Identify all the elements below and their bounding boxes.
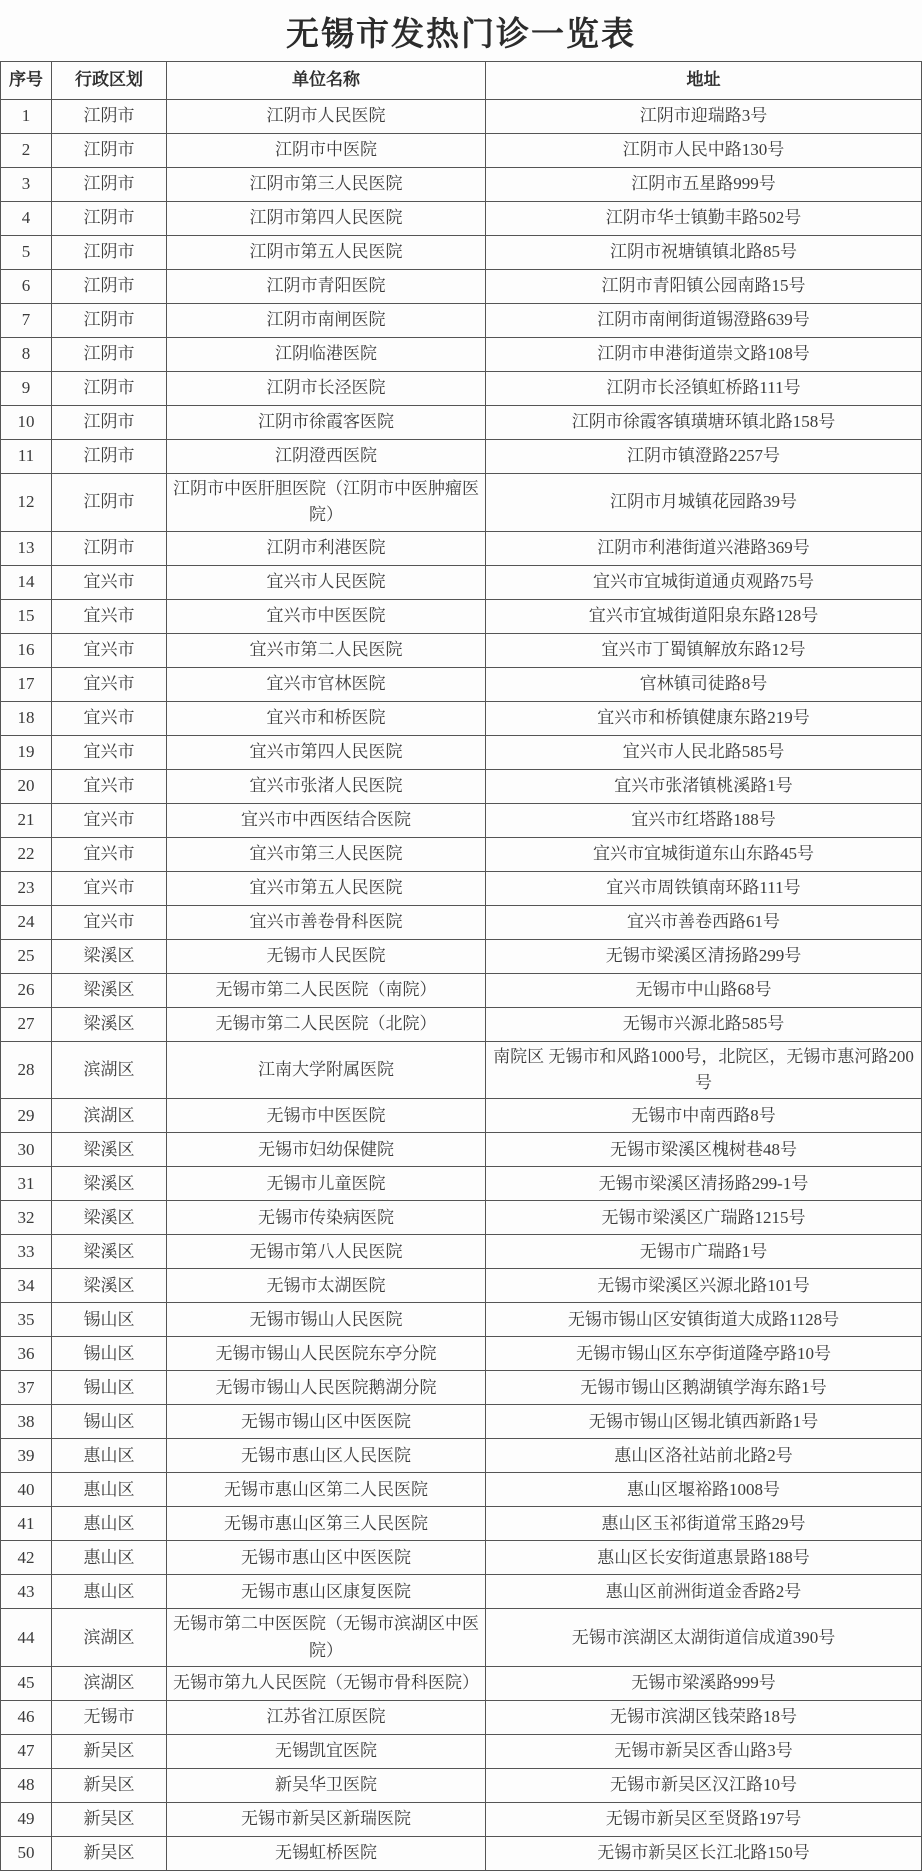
cell-name: 江阴市第三人民医院 bbox=[167, 168, 486, 202]
cell-address: 无锡市广瑞路1号 bbox=[486, 1235, 922, 1269]
cell-address: 无锡市锡山区东亭街道隆亭路10号 bbox=[486, 1337, 922, 1371]
cell-district: 新吴区 bbox=[52, 1803, 167, 1837]
cell-address: 无锡市锡山区安镇街道大成路1128号 bbox=[486, 1303, 922, 1337]
cell-name: 新吴华卫医院 bbox=[167, 1769, 486, 1803]
cell-name: 无锡市惠山区中医医院 bbox=[167, 1541, 486, 1575]
cell-index: 6 bbox=[1, 270, 52, 304]
cell-index: 5 bbox=[1, 236, 52, 270]
cell-name: 宜兴市第三人民医院 bbox=[167, 837, 486, 871]
cell-name: 无锡市锡山人民医院 bbox=[167, 1303, 486, 1337]
cell-district: 江阴市 bbox=[52, 100, 167, 134]
table-row bbox=[1, 440, 922, 474]
cell-name: 无锡市第二人民医院（南院） bbox=[167, 973, 486, 1007]
table-row bbox=[1, 1337, 922, 1371]
cell-address: 宜兴市红塔路188号 bbox=[486, 803, 922, 837]
cell-name: 无锡市第二人民医院（北院） bbox=[167, 1007, 486, 1041]
table-row bbox=[1, 701, 922, 735]
table-row bbox=[1, 1099, 922, 1133]
cell-name: 宜兴市张渚人民医院 bbox=[167, 769, 486, 803]
cell-name: 宜兴市第五人民医院 bbox=[167, 871, 486, 905]
cell-address: 无锡市兴源北路585号 bbox=[486, 1007, 922, 1041]
cell-index: 31 bbox=[1, 1167, 52, 1201]
cell-index: 2 bbox=[1, 134, 52, 168]
cell-index: 40 bbox=[1, 1473, 52, 1507]
table-row bbox=[1, 837, 922, 871]
cell-name: 江阴市人民医院 bbox=[167, 100, 486, 134]
table-row bbox=[1, 1439, 922, 1473]
cell-address: 江阴市人民中路130号 bbox=[486, 134, 922, 168]
table-row bbox=[1, 168, 922, 202]
cell-district: 宜兴市 bbox=[52, 701, 167, 735]
cell-address: 江阴市五星路999号 bbox=[486, 168, 922, 202]
cell-address: 惠山区洛社站前北路2号 bbox=[486, 1439, 922, 1473]
cell-name: 无锡市惠山区第三人民医院 bbox=[167, 1507, 486, 1541]
cell-address: 无锡市中山路68号 bbox=[486, 973, 922, 1007]
cell-name: 宜兴市人民医院 bbox=[167, 565, 486, 599]
cell-address: 宜兴市宜城街道阳泉东路128号 bbox=[486, 599, 922, 633]
cell-name: 江阴市徐霞客医院 bbox=[167, 406, 486, 440]
cell-district: 梁溪区 bbox=[52, 1235, 167, 1269]
table-row bbox=[1, 939, 922, 973]
cell-index: 37 bbox=[1, 1371, 52, 1405]
cell-district: 江阴市 bbox=[52, 304, 167, 338]
table-row bbox=[1, 1201, 922, 1235]
cell-address: 无锡市滨湖区钱荣路18号 bbox=[486, 1701, 922, 1735]
cell-index: 33 bbox=[1, 1235, 52, 1269]
table-row bbox=[1, 1041, 922, 1099]
cell-index: 25 bbox=[1, 939, 52, 973]
table-row bbox=[1, 1473, 922, 1507]
cell-district: 滨湖区 bbox=[52, 1041, 167, 1099]
cell-index: 50 bbox=[1, 1837, 52, 1871]
cell-address: 江阴市镇澄路2257号 bbox=[486, 440, 922, 474]
cell-district: 惠山区 bbox=[52, 1507, 167, 1541]
table-row bbox=[1, 1575, 922, 1609]
table-row bbox=[1, 973, 922, 1007]
table-row bbox=[1, 1371, 922, 1405]
cell-name: 江阴市长泾医院 bbox=[167, 372, 486, 406]
table-row bbox=[1, 100, 922, 134]
cell-name: 江苏省江原医院 bbox=[167, 1701, 486, 1735]
cell-name: 宜兴市第二人民医院 bbox=[167, 633, 486, 667]
cell-index: 29 bbox=[1, 1099, 52, 1133]
table-row bbox=[1, 565, 922, 599]
cell-name: 江阴市南闸医院 bbox=[167, 304, 486, 338]
cell-address: 无锡市梁溪区清扬路299-1号 bbox=[486, 1167, 922, 1201]
cell-name: 无锡市妇幼保健院 bbox=[167, 1133, 486, 1167]
cell-name: 无锡市新吴区新瑞医院 bbox=[167, 1803, 486, 1837]
cell-name: 无锡市人民医院 bbox=[167, 939, 486, 973]
cell-index: 18 bbox=[1, 701, 52, 735]
cell-district: 江阴市 bbox=[52, 372, 167, 406]
cell-index: 45 bbox=[1, 1667, 52, 1701]
cell-district: 锡山区 bbox=[52, 1337, 167, 1371]
cell-name: 宜兴市中西医结合医院 bbox=[167, 803, 486, 837]
cell-name: 江阴市青阳医院 bbox=[167, 270, 486, 304]
cell-address: 江阴市南闸街道锡澄路639号 bbox=[486, 304, 922, 338]
table-row bbox=[1, 270, 922, 304]
cell-index: 35 bbox=[1, 1303, 52, 1337]
cell-address: 无锡市中南西路8号 bbox=[486, 1099, 922, 1133]
cell-address: 江阴市徐霞客镇璜塘环镇北路158号 bbox=[486, 406, 922, 440]
cell-address: 江阴市青阳镇公园南路15号 bbox=[486, 270, 922, 304]
cell-index: 17 bbox=[1, 667, 52, 701]
cell-index: 46 bbox=[1, 1701, 52, 1735]
cell-address: 宜兴市和桥镇健康东路219号 bbox=[486, 701, 922, 735]
table-row bbox=[1, 735, 922, 769]
cell-name: 江阴市中医院 bbox=[167, 134, 486, 168]
cell-address: 江阴市迎瑞路3号 bbox=[486, 100, 922, 134]
page-title: 无锡市发热门诊一览表 bbox=[286, 17, 636, 53]
column-header-district: 行政区划 bbox=[52, 62, 167, 100]
cell-index: 47 bbox=[1, 1735, 52, 1769]
cell-name: 无锡市惠山区人民医院 bbox=[167, 1439, 486, 1473]
cell-address: 惠山区堰裕路1008号 bbox=[486, 1473, 922, 1507]
cell-name: 无锡市第八人民医院 bbox=[167, 1235, 486, 1269]
cell-index: 20 bbox=[1, 769, 52, 803]
cell-address: 江阴市利港街道兴港路369号 bbox=[486, 531, 922, 565]
table-row bbox=[1, 599, 922, 633]
cell-index: 10 bbox=[1, 406, 52, 440]
table-row bbox=[1, 769, 922, 803]
cell-district: 江阴市 bbox=[52, 236, 167, 270]
cell-district: 梁溪区 bbox=[52, 1007, 167, 1041]
cell-district: 新吴区 bbox=[52, 1735, 167, 1769]
cell-index: 39 bbox=[1, 1439, 52, 1473]
cell-district: 宜兴市 bbox=[52, 633, 167, 667]
cell-address: 无锡市梁溪路999号 bbox=[486, 1667, 922, 1701]
cell-district: 惠山区 bbox=[52, 1541, 167, 1575]
table-row bbox=[1, 633, 922, 667]
table-row bbox=[1, 1167, 922, 1201]
cell-index: 14 bbox=[1, 565, 52, 599]
cell-district: 惠山区 bbox=[52, 1473, 167, 1507]
cell-name: 江阴临港医院 bbox=[167, 338, 486, 372]
table-row bbox=[1, 531, 922, 565]
cell-index: 41 bbox=[1, 1507, 52, 1541]
cell-index: 19 bbox=[1, 735, 52, 769]
cell-name: 江南大学附属医院 bbox=[167, 1041, 486, 1099]
cell-district: 宜兴市 bbox=[52, 905, 167, 939]
table-row bbox=[1, 1701, 922, 1735]
table-row bbox=[1, 304, 922, 338]
cell-index: 12 bbox=[1, 474, 52, 532]
cell-name: 无锡市锡山人民医院东亭分院 bbox=[167, 1337, 486, 1371]
cell-district: 宜兴市 bbox=[52, 837, 167, 871]
table-row bbox=[1, 1133, 922, 1167]
cell-district: 滨湖区 bbox=[52, 1667, 167, 1701]
cell-name: 江阴市中医肝胆医院（江阴市中医肿瘤医院） bbox=[167, 474, 486, 532]
table-row bbox=[1, 1609, 922, 1667]
cell-district: 江阴市 bbox=[52, 270, 167, 304]
table-row bbox=[1, 1007, 922, 1041]
cell-address: 宜兴市张渚镇桃溪路1号 bbox=[486, 769, 922, 803]
cell-district: 惠山区 bbox=[52, 1575, 167, 1609]
cell-district: 宜兴市 bbox=[52, 599, 167, 633]
cell-name: 无锡市锡山区中医医院 bbox=[167, 1405, 486, 1439]
table-row bbox=[1, 236, 922, 270]
cell-address: 江阴市华士镇勤丰路502号 bbox=[486, 202, 922, 236]
cell-district: 梁溪区 bbox=[52, 973, 167, 1007]
cell-name: 无锡凯宜医院 bbox=[167, 1735, 486, 1769]
table-row bbox=[1, 803, 922, 837]
cell-name: 无锡市中医医院 bbox=[167, 1099, 486, 1133]
cell-index: 13 bbox=[1, 531, 52, 565]
cell-name: 无锡市传染病医院 bbox=[167, 1201, 486, 1235]
cell-district: 宜兴市 bbox=[52, 803, 167, 837]
cell-name: 江阴市第五人民医院 bbox=[167, 236, 486, 270]
cell-address: 无锡市梁溪区广瑞路1215号 bbox=[486, 1201, 922, 1235]
table-row bbox=[1, 1269, 922, 1303]
cell-district: 梁溪区 bbox=[52, 1167, 167, 1201]
cell-address: 无锡市梁溪区槐树巷48号 bbox=[486, 1133, 922, 1167]
cell-address: 无锡市梁溪区兴源北路101号 bbox=[486, 1269, 922, 1303]
cell-name: 宜兴市官林医院 bbox=[167, 667, 486, 701]
cell-address: 宜兴市周铁镇南环路111号 bbox=[486, 871, 922, 905]
cell-address: 无锡市新吴区长江北路150号 bbox=[486, 1837, 922, 1871]
cell-name: 无锡市太湖医院 bbox=[167, 1269, 486, 1303]
table-body bbox=[1, 100, 922, 1871]
table-row bbox=[1, 474, 922, 532]
table-header-row bbox=[1, 62, 922, 100]
cell-district: 宜兴市 bbox=[52, 565, 167, 599]
cell-district: 锡山区 bbox=[52, 1405, 167, 1439]
cell-district: 锡山区 bbox=[52, 1371, 167, 1405]
cell-district: 宜兴市 bbox=[52, 769, 167, 803]
table-row bbox=[1, 667, 922, 701]
cell-district: 梁溪区 bbox=[52, 1201, 167, 1235]
cell-index: 15 bbox=[1, 599, 52, 633]
cell-district: 新吴区 bbox=[52, 1837, 167, 1871]
column-header-address: 地址 bbox=[486, 62, 922, 100]
table-row bbox=[1, 134, 922, 168]
cell-index: 30 bbox=[1, 1133, 52, 1167]
cell-address: 惠山区前洲街道金香路2号 bbox=[486, 1575, 922, 1609]
table-row bbox=[1, 406, 922, 440]
cell-index: 24 bbox=[1, 905, 52, 939]
cell-index: 36 bbox=[1, 1337, 52, 1371]
cell-district: 梁溪区 bbox=[52, 1269, 167, 1303]
cell-address: 无锡市锡山区锡北镇西新路1号 bbox=[486, 1405, 922, 1439]
cell-index: 22 bbox=[1, 837, 52, 871]
cell-index: 4 bbox=[1, 202, 52, 236]
cell-district: 锡山区 bbox=[52, 1303, 167, 1337]
cell-index: 9 bbox=[1, 372, 52, 406]
cell-address: 宜兴市善卷西路61号 bbox=[486, 905, 922, 939]
table-row bbox=[1, 338, 922, 372]
column-header-index: 序号 bbox=[1, 62, 52, 100]
cell-district: 江阴市 bbox=[52, 134, 167, 168]
table-row bbox=[1, 1303, 922, 1337]
cell-address: 无锡市滨湖区太湖街道信成道390号 bbox=[486, 1609, 922, 1667]
cell-district: 江阴市 bbox=[52, 406, 167, 440]
cell-index: 48 bbox=[1, 1769, 52, 1803]
cell-index: 11 bbox=[1, 440, 52, 474]
table-row bbox=[1, 1769, 922, 1803]
table-row bbox=[1, 372, 922, 406]
cell-name: 无锡市第九人民医院（无锡市骨科医院） bbox=[167, 1667, 486, 1701]
cell-index: 28 bbox=[1, 1041, 52, 1099]
cell-address: 无锡市新吴区汉江路10号 bbox=[486, 1769, 922, 1803]
table-row bbox=[1, 871, 922, 905]
cell-district: 梁溪区 bbox=[52, 939, 167, 973]
cell-index: 26 bbox=[1, 973, 52, 1007]
cell-district: 宜兴市 bbox=[52, 871, 167, 905]
cell-address: 宜兴市人民北路585号 bbox=[486, 735, 922, 769]
cell-name: 江阴澄西医院 bbox=[167, 440, 486, 474]
cell-district: 宜兴市 bbox=[52, 667, 167, 701]
table-row bbox=[1, 202, 922, 236]
cell-index: 27 bbox=[1, 1007, 52, 1041]
cell-address: 官林镇司徒路8号 bbox=[486, 667, 922, 701]
fever-clinic-table bbox=[0, 61, 922, 1871]
table-row bbox=[1, 1803, 922, 1837]
cell-name: 无锡市锡山人民医院鹅湖分院 bbox=[167, 1371, 486, 1405]
table-row bbox=[1, 1541, 922, 1575]
table-row bbox=[1, 1507, 922, 1541]
cell-address: 宜兴市宜城街道东山东路45号 bbox=[486, 837, 922, 871]
cell-district: 滨湖区 bbox=[52, 1609, 167, 1667]
cell-index: 3 bbox=[1, 168, 52, 202]
cell-index: 34 bbox=[1, 1269, 52, 1303]
table-row bbox=[1, 1735, 922, 1769]
cell-district: 滨湖区 bbox=[52, 1099, 167, 1133]
cell-name: 无锡市第二中医医院（无锡市滨湖区中医院） bbox=[167, 1609, 486, 1667]
cell-address: 江阴市长泾镇虹桥路111号 bbox=[486, 372, 922, 406]
cell-index: 23 bbox=[1, 871, 52, 905]
cell-address: 宜兴市丁蜀镇解放东路12号 bbox=[486, 633, 922, 667]
table-row bbox=[1, 1405, 922, 1439]
table-row bbox=[1, 1235, 922, 1269]
cell-address: 无锡市梁溪区清扬路299号 bbox=[486, 939, 922, 973]
cell-name: 宜兴市和桥医院 bbox=[167, 701, 486, 735]
cell-address: 江阴市月城镇花园路39号 bbox=[486, 474, 922, 532]
cell-district: 江阴市 bbox=[52, 474, 167, 532]
cell-index: 16 bbox=[1, 633, 52, 667]
cell-name: 无锡市惠山区第二人民医院 bbox=[167, 1473, 486, 1507]
column-header-name: 单位名称 bbox=[167, 62, 486, 100]
table-row bbox=[1, 905, 922, 939]
cell-index: 42 bbox=[1, 1541, 52, 1575]
cell-address: 南院区 无锡市和风路1000号，北院区，无锡市惠河路200号 bbox=[486, 1041, 922, 1099]
cell-district: 江阴市 bbox=[52, 531, 167, 565]
cell-district: 梁溪区 bbox=[52, 1133, 167, 1167]
cell-name: 宜兴市第四人民医院 bbox=[167, 735, 486, 769]
cell-name: 无锡市惠山区康复医院 bbox=[167, 1575, 486, 1609]
cell-name: 江阴市利港医院 bbox=[167, 531, 486, 565]
cell-district: 新吴区 bbox=[52, 1769, 167, 1803]
cell-name: 江阴市第四人民医院 bbox=[167, 202, 486, 236]
cell-address: 江阴市祝塘镇镇北路85号 bbox=[486, 236, 922, 270]
cell-index: 8 bbox=[1, 338, 52, 372]
cell-name: 宜兴市善卷骨科医院 bbox=[167, 905, 486, 939]
cell-district: 宜兴市 bbox=[52, 735, 167, 769]
cell-name: 无锡虹桥医院 bbox=[167, 1837, 486, 1871]
cell-index: 1 bbox=[1, 100, 52, 134]
cell-district: 江阴市 bbox=[52, 202, 167, 236]
cell-district: 无锡市 bbox=[52, 1701, 167, 1735]
cell-index: 43 bbox=[1, 1575, 52, 1609]
cell-name: 无锡市儿童医院 bbox=[167, 1167, 486, 1201]
cell-district: 江阴市 bbox=[52, 440, 167, 474]
cell-index: 49 bbox=[1, 1803, 52, 1837]
cell-district: 江阴市 bbox=[52, 338, 167, 372]
cell-index: 21 bbox=[1, 803, 52, 837]
cell-address: 惠山区玉祁街道常玉路29号 bbox=[486, 1507, 922, 1541]
cell-index: 38 bbox=[1, 1405, 52, 1439]
cell-address: 无锡市新吴区至贤路197号 bbox=[486, 1803, 922, 1837]
cell-address: 江阴市申港街道崇文路108号 bbox=[486, 338, 922, 372]
cell-address: 无锡市锡山区鹅湖镇学海东路1号 bbox=[486, 1371, 922, 1405]
cell-address: 宜兴市宜城街道通贞观路75号 bbox=[486, 565, 922, 599]
cell-district: 惠山区 bbox=[52, 1439, 167, 1473]
cell-address: 惠山区长安街道惠景路188号 bbox=[486, 1541, 922, 1575]
table-row bbox=[1, 1667, 922, 1701]
cell-address: 无锡市新吴区香山路3号 bbox=[486, 1735, 922, 1769]
cell-index: 7 bbox=[1, 304, 52, 338]
cell-index: 44 bbox=[1, 1609, 52, 1667]
cell-district: 江阴市 bbox=[52, 168, 167, 202]
cell-index: 32 bbox=[1, 1201, 52, 1235]
cell-name: 宜兴市中医医院 bbox=[167, 599, 486, 633]
